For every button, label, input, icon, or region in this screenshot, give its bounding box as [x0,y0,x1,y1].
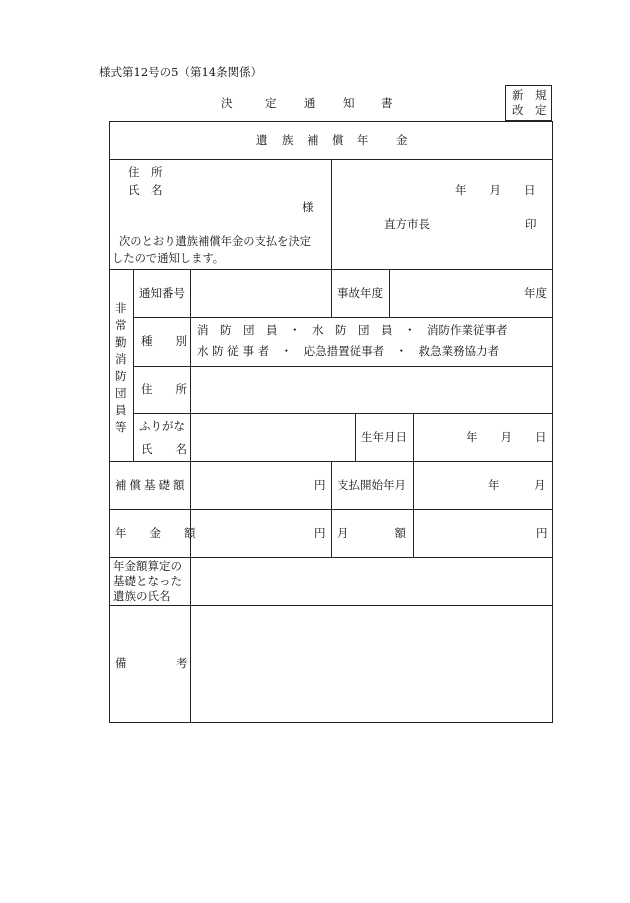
seal-mark: 印 [525,217,537,231]
pension-char: 金 [396,133,408,147]
notice-number-field[interactable] [192,271,330,316]
pension-char: 遺 [256,133,268,147]
issue-date: 年 月 日 [455,183,536,197]
member-address-label: 住 所 [141,382,187,396]
remarks-label-left: 備 [115,656,127,670]
type-options-line-2: 水 防 従 事 者 ・ 応急措置従事者 ・ 救急業務協力者 [197,344,500,358]
title-char: 通 [304,96,316,110]
base-amount-yen: 円 [314,478,326,492]
title-char: 知 [343,96,355,110]
basis-line-2: 基礎となった [113,574,182,588]
title-char: 定 [265,96,277,110]
group-char: 防 [115,369,127,383]
addressee-name-label: 氏 名 [128,183,163,197]
group-char: 勤 [115,335,127,349]
furigana-label: ふりがな [139,419,185,433]
pension-char: 年 [357,133,369,147]
remarks-label-right: 考 [176,656,188,670]
annual-amount-yen: 円 [314,526,326,540]
honorific: 様 [302,200,314,214]
monthly-amount-label: 月 額 [337,526,406,540]
monthly-amount-yen: 円 [536,526,548,540]
birthdate-label: 生年月日 [361,430,407,444]
title-char: 書 [381,96,393,110]
pension-char: 償 [332,133,344,147]
addressee-address-label: 住 所 [128,165,163,179]
pension-char: 補 [307,133,319,147]
basis-name-field[interactable] [192,559,551,604]
title-char: 決 [221,96,233,110]
new-label: 新 規 [512,88,547,102]
group-char: 常 [115,318,127,332]
payment-start-value: 年 月 [488,478,546,492]
member-name-field[interactable] [192,415,354,460]
payment-start-label: 支払開始年月 [337,478,406,492]
type-options-line-1: 消 防 団 員 ・ 水 防 団 員 ・ 消防作業従事者 [197,323,508,337]
member-address-field[interactable] [192,368,551,412]
annual-amount-label: 年 金 額 [115,526,196,540]
pension-char: 族 [282,133,294,147]
fiscal-year-suffix: 年度 [524,286,547,300]
group-char: 等 [115,420,127,434]
group-char: 非 [115,301,127,315]
notice-line-2: したので通知します。 [112,252,225,265]
revised-label: 改 定 [512,103,547,117]
form-number: 様式第12号の5（第14条関係） [99,65,263,79]
issuer: 直方市長 [384,217,430,231]
group-char: 団 [115,386,127,400]
birthdate-value: 年 月 日 [466,430,547,444]
accident-year-label: 事故年度 [337,286,383,300]
group-char: 消 [115,352,127,366]
basis-line-3: 遺族の氏名 [113,589,171,603]
member-name-label: 氏 名 [141,442,187,456]
notice-number-label: 通知番号 [139,286,185,300]
group-char: 員 [115,403,127,417]
remarks-field[interactable] [192,607,551,721]
type-label: 種 別 [141,334,187,348]
basis-line-1: 年金額算定の [113,559,182,573]
base-amount-label: 補償基礎額 [115,478,188,492]
notice-line-1: 次のとおり遺族補償年金の支払を決定 [119,235,312,248]
